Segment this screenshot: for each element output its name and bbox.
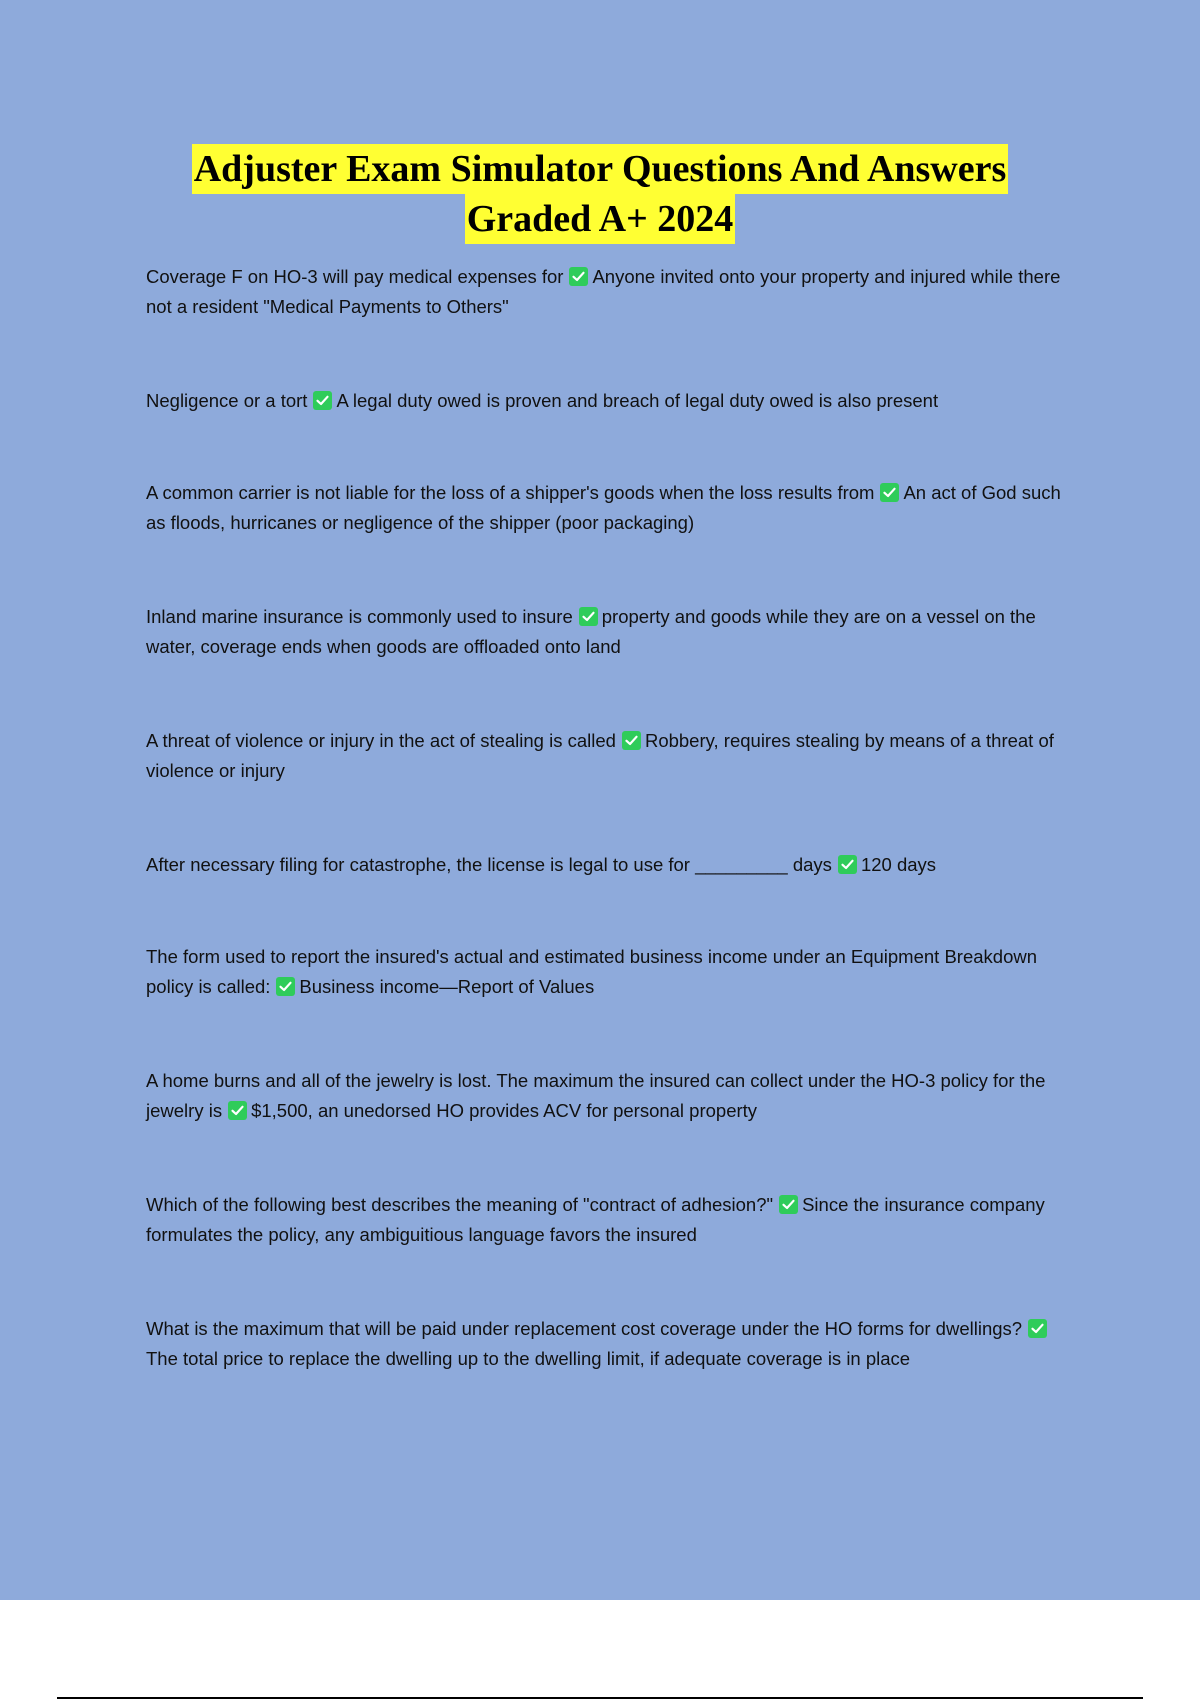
answer-text: 120 days [860, 854, 937, 875]
qa-item [146, 1190, 1076, 1250]
qa-item [146, 602, 1076, 662]
answer-text: The total price to replace the dwelling up to the dwelling limit, if adequate coverage is in place [146, 1348, 911, 1369]
answer-text: Robbery, requires stealing by means of a threat of violence or injury [146, 730, 1054, 781]
green-checkmark-icon [276, 977, 295, 996]
green-checkmark-icon [228, 1101, 247, 1120]
question-text: The form used to report the insured's actual and estimated business income under an Equipment Breakdown policy is called: [146, 946, 1038, 997]
footer-divider [57, 1697, 1143, 1699]
question-text: A threat of violence or injury in the act of stealing is called [146, 730, 616, 751]
green-checkmark-icon [838, 855, 857, 874]
question-text: What is the maximum that will be paid under replacement cost coverage under the HO forms for dwellings? [146, 1318, 1023, 1339]
title-line-2: Graded A+ 2024 [465, 194, 736, 244]
green-checkmark-icon [569, 267, 588, 286]
green-checkmark-icon [579, 607, 598, 626]
document-title [0, 144, 1200, 244]
qa-item [146, 386, 1076, 416]
green-checkmark-icon [1028, 1319, 1047, 1338]
question-text: A home burns and all of the jewelry is lost. The maximum the insured can collect under the HO-3 policy for the jewelry is [146, 1070, 1046, 1121]
qa-item [146, 726, 1076, 786]
question-text: Negligence or a tort [146, 390, 308, 411]
question-text: A common carrier is not liable for the loss of a shipper's goods when the loss results from [146, 482, 875, 503]
qa-item [146, 1066, 1076, 1126]
qa-item [146, 478, 1076, 538]
green-checkmark-icon [880, 483, 899, 502]
qa-item [146, 850, 1076, 880]
question-text: Which of the following best describes the meaning of "contract of adhesion?" [146, 1194, 774, 1215]
qa-item [146, 1314, 1076, 1374]
answer-text: Since the insurance company formulates the policy, any ambiguitious language favors the insured [146, 1194, 1045, 1245]
answer-text: An act of God such as floods, hurricanes or negligence of the shipper (poor packaging) [146, 482, 1061, 533]
question-text: Coverage F on HO-3 will pay medical expenses for [146, 266, 564, 287]
qa-list [146, 262, 1076, 1374]
question-text: Inland marine insurance is commonly used to insure [146, 606, 573, 627]
green-checkmark-icon [313, 391, 332, 410]
answer-text: Business income—Report of Values [299, 976, 595, 997]
answer-text: A legal duty owed is proven and breach of legal duty owed is also present [336, 390, 939, 411]
qa-item [146, 262, 1076, 322]
green-checkmark-icon [622, 731, 641, 750]
answer-text: property and goods while they are on a vessel on the water, coverage ends when goods are offloaded onto land [146, 606, 1036, 657]
question-text: After necessary filing for catastrophe, the license is legal to use for _________ days [146, 854, 832, 875]
answer-text: $1,500, an unedorsed HO provides ACV for personal property [251, 1100, 758, 1121]
title-line-1: Adjuster Exam Simulator Questions And Answers [192, 144, 1009, 194]
qa-item [146, 942, 1076, 1002]
answer-text: Anyone invited onto your property and injured while there not a resident "Medical Payments to Others" [146, 266, 1061, 317]
green-checkmark-icon [779, 1195, 798, 1214]
